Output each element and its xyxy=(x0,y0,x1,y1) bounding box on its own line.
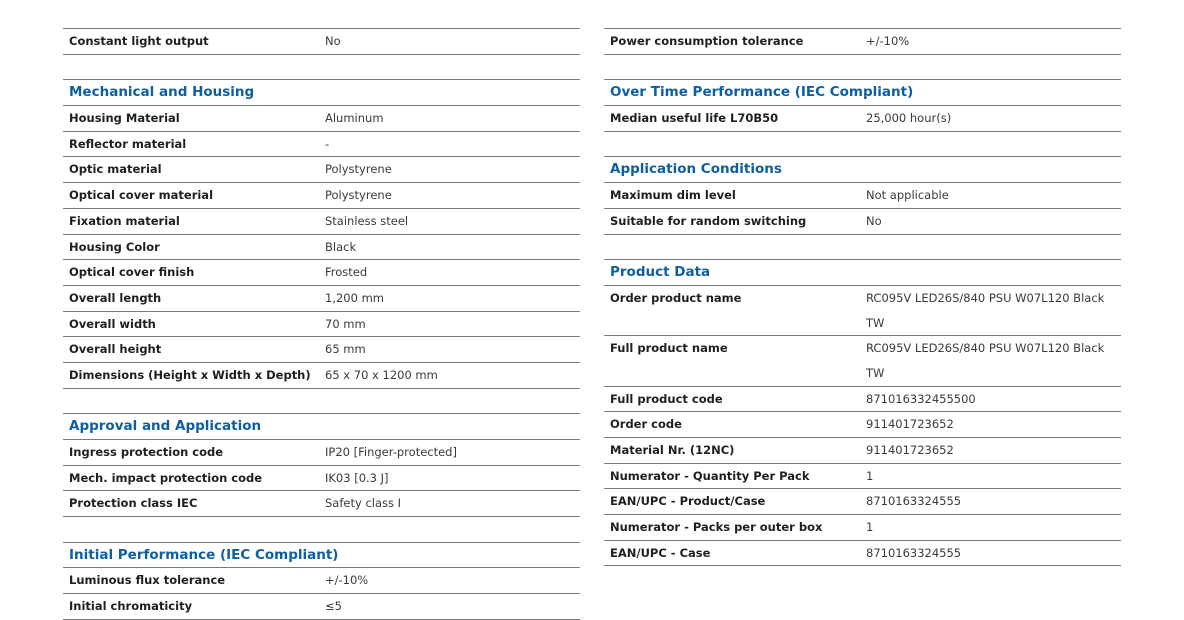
spec-value: +/-10% xyxy=(325,573,369,588)
section-title-mechanical-housing: Mechanical and Housing xyxy=(63,79,580,105)
spec-value: - xyxy=(325,136,330,151)
section-gap xyxy=(63,55,580,80)
spec-value: 8710163324555 xyxy=(866,494,962,509)
spec-row xyxy=(63,362,580,389)
spec-label: Optic material xyxy=(69,162,162,177)
spec-label: Overall height xyxy=(69,342,162,357)
spec-value: 25,000 hour(s) xyxy=(866,111,952,126)
section-gap xyxy=(604,55,1121,80)
spec-row xyxy=(63,285,580,311)
spec-value: 8710163324555 xyxy=(866,545,962,560)
spec-label: Numerator - Quantity Per Pack xyxy=(610,468,810,483)
spec-label: Housing Material xyxy=(69,111,180,126)
spec-row xyxy=(604,386,1121,412)
spec-label: Luminous flux tolerance xyxy=(69,573,226,588)
spec-value: 871016332455500 xyxy=(866,391,976,406)
section-gap xyxy=(63,517,580,542)
spec-label: EAN/UPC - Case xyxy=(610,545,711,560)
section-gap xyxy=(604,132,1121,157)
spec-row xyxy=(63,105,580,131)
spec-value: 911401723652 xyxy=(866,417,954,432)
spec-label: Overall length xyxy=(69,290,162,305)
spec-row xyxy=(63,182,580,208)
spec-value: ≤5 xyxy=(325,599,342,614)
spec-label: Overall width xyxy=(69,316,156,331)
spec-row xyxy=(604,411,1121,437)
section-gap xyxy=(63,389,580,414)
spec-value: +/-10% xyxy=(866,34,910,48)
spec-label: Suitable for random switching xyxy=(610,213,807,228)
spec-row xyxy=(604,540,1121,567)
spec-row xyxy=(63,208,580,234)
spec-row xyxy=(63,439,580,465)
spec-label: Maximum dim level xyxy=(610,188,736,203)
section-title-product-data: Product Data xyxy=(604,259,1121,285)
spec-value: Not applicable xyxy=(866,188,949,203)
section-title-application-conditions: Application Conditions xyxy=(604,156,1121,182)
spec-label: Fixation material xyxy=(69,213,180,228)
spec-label: Protection class IEC xyxy=(69,496,198,511)
spec-row xyxy=(604,208,1121,235)
spec-value: 1 xyxy=(866,468,874,483)
spec-row-power-consumption-tolerance xyxy=(604,28,1121,55)
spec-row xyxy=(63,311,580,337)
spec-value: 65 mm xyxy=(325,342,366,357)
spec-row xyxy=(604,488,1121,514)
spec-value: 70 mm xyxy=(325,316,366,331)
spec-label: Median useful life L70B50 xyxy=(610,111,779,126)
spec-row xyxy=(604,335,1121,385)
spec-label: Initial chromaticity xyxy=(69,599,193,614)
spec-row xyxy=(63,490,580,517)
spec-label: Order product name xyxy=(610,290,742,305)
spec-value: IP20 [Finger-protected] xyxy=(325,445,457,459)
spec-row xyxy=(604,463,1121,489)
spec-value: No xyxy=(866,213,882,228)
spec-value: Polystyrene xyxy=(325,188,392,203)
spec-value: Frosted xyxy=(325,265,368,280)
spec-row xyxy=(63,593,580,620)
spec-row xyxy=(604,285,1121,335)
spec-row xyxy=(63,336,580,362)
spec-label: Reflector material xyxy=(69,136,187,151)
spec-label: Ingress protection code xyxy=(69,445,224,459)
spec-label: Full product name xyxy=(610,341,728,356)
spec-value: RC095V LED26S/840 PSU W07L120 Black TW xyxy=(866,290,1105,330)
spec-value: 1 xyxy=(866,520,874,535)
spec-row xyxy=(63,567,580,593)
spec-value: Stainless steel xyxy=(325,213,409,228)
spec-value: 65 x 70 x 1200 mm xyxy=(325,367,438,382)
spec-value: Safety class I xyxy=(325,496,402,511)
left-spec-column xyxy=(63,28,580,620)
spec-label: Optical cover finish xyxy=(69,265,195,280)
spec-label: Numerator - Packs per outer box xyxy=(610,520,823,535)
spec-label: Housing Color xyxy=(69,239,160,254)
spec-value: 911401723652 xyxy=(866,443,954,458)
section-title-initial-performance: Initial Performance (IEC Compliant) xyxy=(63,542,580,568)
spec-row xyxy=(63,259,580,285)
spec-value: IK03 [0.3 J] xyxy=(325,470,389,485)
spec-row xyxy=(604,514,1121,540)
spec-row xyxy=(63,156,580,182)
spec-label: EAN/UPC - Product/Case xyxy=(610,494,766,509)
spec-label: Material Nr. (12NC) xyxy=(610,443,735,458)
spec-row xyxy=(63,234,580,260)
spec-value: Polystyrene xyxy=(325,162,392,177)
spec-value: No xyxy=(325,34,341,48)
right-spec-column xyxy=(604,28,1121,566)
spec-row xyxy=(604,437,1121,463)
spec-value: 1,200 mm xyxy=(325,290,384,305)
spec-row xyxy=(604,105,1121,132)
spec-label: Power consumption tolerance xyxy=(610,34,804,48)
spec-label: Dimensions (Height x Width x Depth) xyxy=(69,367,311,382)
spec-value: Black xyxy=(325,239,357,254)
spec-label: Constant light output xyxy=(69,34,209,48)
spec-label: Order code xyxy=(610,417,682,432)
spec-row-constant-light-output xyxy=(63,28,580,55)
spec-label: Mech. impact protection code xyxy=(69,470,263,485)
section-title-approval-application: Approval and Application xyxy=(63,413,580,439)
spec-value: Aluminum xyxy=(325,111,384,126)
spec-row xyxy=(63,131,580,157)
section-title-over-time-performance: Over Time Performance (IEC Compliant) xyxy=(604,79,1121,105)
spec-label: Optical cover material xyxy=(69,188,214,203)
section-gap xyxy=(604,235,1121,260)
spec-value: RC095V LED26S/840 PSU W07L120 Black TW xyxy=(866,341,1105,380)
spec-row xyxy=(63,465,580,491)
spec-label: Full product code xyxy=(610,391,723,406)
spec-row xyxy=(604,182,1121,208)
